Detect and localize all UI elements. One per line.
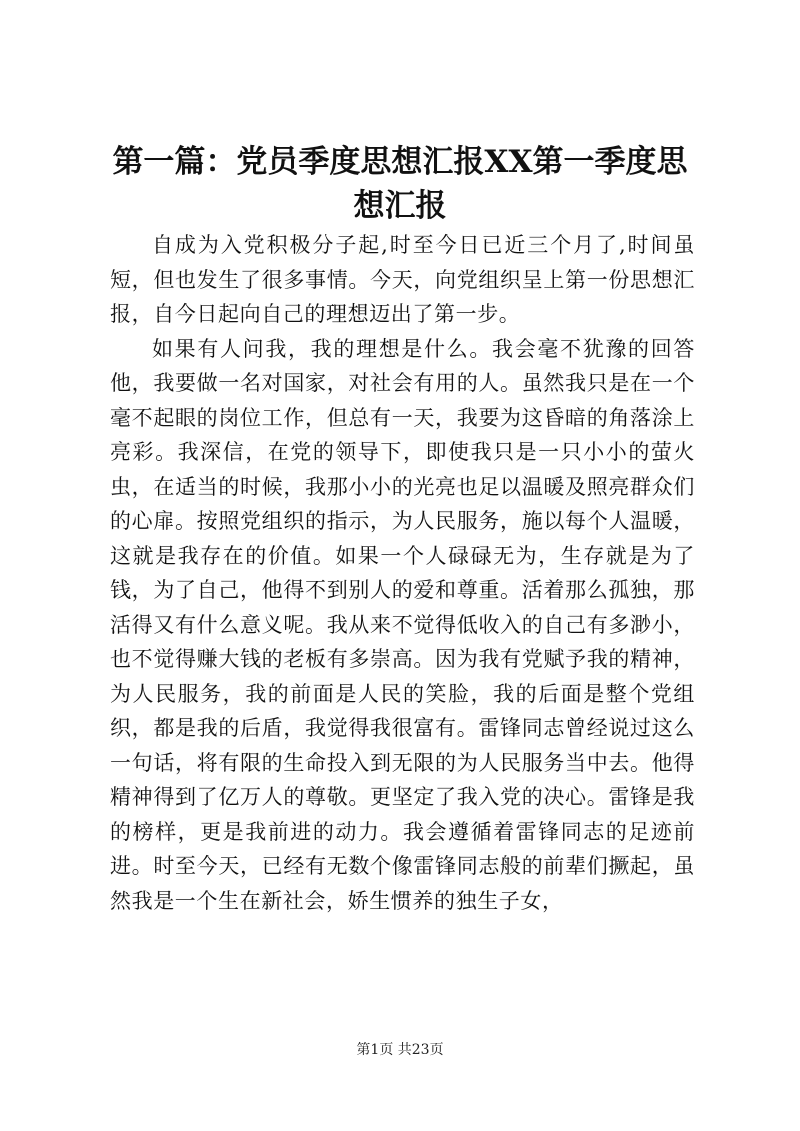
paragraph-2: 如果有人问我，我的理想是什么。我会毫不犹豫的回答他，我要做一名对国家，对社会有用的人。虽然我只是在一个毫不起眼的岗位工作，但总有一天，我要为这昏暗的角落涂上亮彩。我深信，在党的领导下，即使我只是一只小小的萤火虫，在适当的时候，我那小小的光亮也足以温暖及照亮群众们的心扉。按照党组织的指示，为人民服务，施以每个人温暖，这就是我存在的价值。如果一个人碌碌无为，生存就是为了钱，为了自己，他得不到别人的爱和尊重。活着那么孤独，那活得又有什么意义呢。我从来不觉得低收入的自己有多渺小，也不觉得赚大钱的老板有多崇高。因为我有党赋予我的精神，为人民服务，我的前面是人民的笑脸，我的后面是整个党组织，都是我的后盾，我觉得我很富有。雷锋同志曾经说过这么一句话，将有限的生命投入到无限的为人民服务当中去。他得精神得到了亿万人的尊敬。更坚定了我入党的决心。雷锋是我的榜样，更是我前进的动力。我会遵循着雷锋同志的足迹前进。时至今天，已经有无数个像雷锋同志般的前辈们撅起，虽然我是一个生在新社会，娇生惯养的独生子女， xyxy=(110,336,695,913)
paragraph-1: 自成为入党积极分子起,时至今日已近三个月了,时间虽短，但也发生了很多事情。今天，向党组织呈上第一份思想汇报，自今日起向自己的理想迈出了第一步。 xyxy=(110,233,695,326)
page-footer: 第1页 共23页 xyxy=(356,1042,444,1058)
document-title: 第一篇：党员季度思想汇报XX第一季度思想汇报 xyxy=(112,144,688,224)
document-body xyxy=(110,228,695,918)
